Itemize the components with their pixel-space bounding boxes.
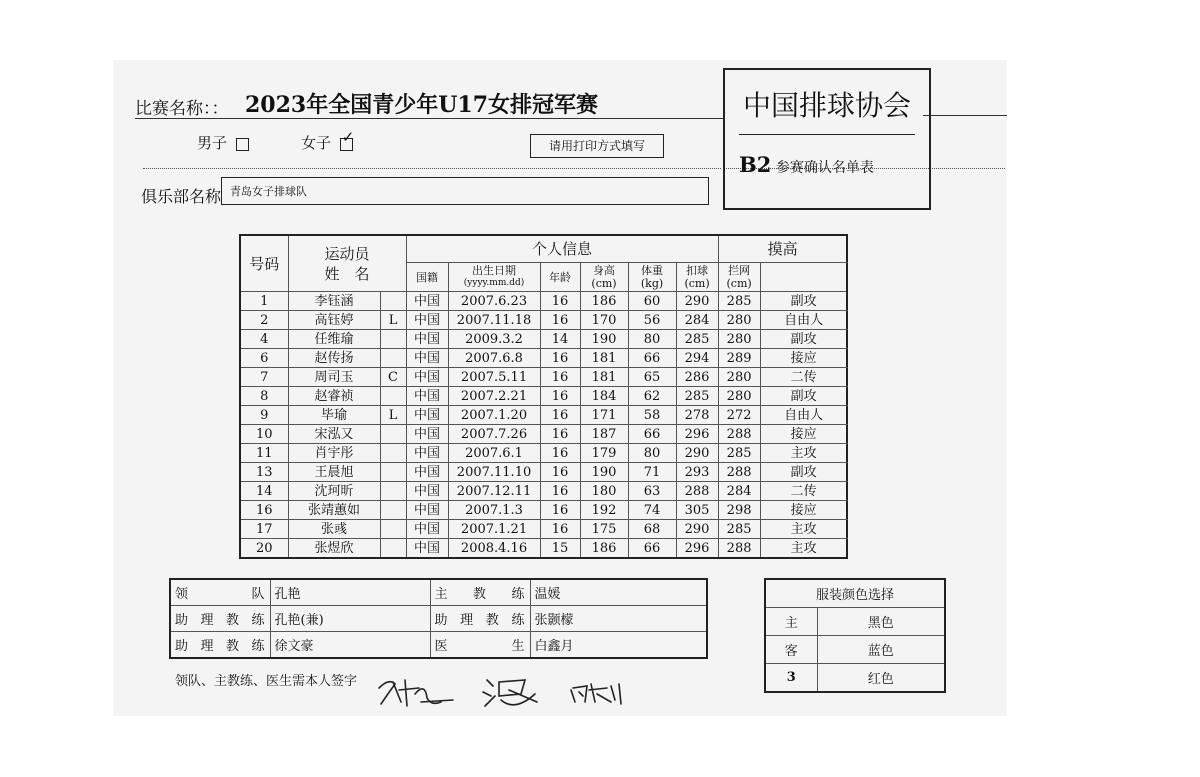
cell-role: L xyxy=(380,311,406,330)
form-code: B2 xyxy=(739,152,772,177)
header-dob-line1: 出生日期 xyxy=(472,264,517,277)
competition-label: 比赛名称：： xyxy=(135,99,229,119)
dotted-divider xyxy=(143,168,721,169)
jersey-home-color: 黑色 xyxy=(817,608,945,636)
cell-pos: 主攻 xyxy=(760,539,847,559)
female-checkbox[interactable] xyxy=(340,127,355,151)
cell-spike: 296 xyxy=(676,539,718,559)
cell-weight: 56 xyxy=(628,311,676,330)
signature-doctor xyxy=(571,684,621,704)
cell-weight: 68 xyxy=(628,520,676,539)
header-athlete xyxy=(288,235,406,292)
header-dob-line2: (yyyy.mm.dd) xyxy=(463,278,525,288)
header-personal-info: 个人信息 xyxy=(406,235,718,263)
cell-name: 任维瑜 xyxy=(288,330,380,349)
cell-spike: 294 xyxy=(676,349,718,368)
cell-block: 285 xyxy=(718,292,760,311)
cell-role xyxy=(380,539,406,559)
header-block-line2: (cm) xyxy=(726,277,752,290)
cell-role xyxy=(380,425,406,444)
cell-pos: 副攻 xyxy=(760,463,847,482)
cell-no: 8 xyxy=(240,387,288,406)
header-nationality: 国籍 xyxy=(406,263,448,292)
cell-no: 17 xyxy=(240,520,288,539)
doctor-value: 白鑫月 xyxy=(530,632,707,659)
title-underline xyxy=(135,118,723,119)
header-number: 号码 xyxy=(240,235,288,292)
cell-age: 16 xyxy=(540,425,580,444)
cell-name: 毕瑜 xyxy=(288,406,380,425)
cell-role xyxy=(380,330,406,349)
cell-dob: 2007.1.21 xyxy=(448,520,540,539)
cell-block: 288 xyxy=(718,425,760,444)
roster-table xyxy=(239,234,848,559)
table-row xyxy=(240,368,847,387)
header-height-line1: 身高 xyxy=(593,264,616,277)
cell-pos: 接应 xyxy=(760,349,847,368)
asst-coach1-label: 助理教练 xyxy=(170,606,270,632)
cell-age: 16 xyxy=(540,444,580,463)
cell-age: 16 xyxy=(540,292,580,311)
cell-nat: 中国 xyxy=(406,539,448,559)
cell-role: L xyxy=(380,406,406,425)
jersey-away-color: 蓝色 xyxy=(817,636,945,664)
cell-spike: 290 xyxy=(676,292,718,311)
cell-spike: 288 xyxy=(676,482,718,501)
cell-age: 16 xyxy=(540,349,580,368)
cell-nat: 中国 xyxy=(406,444,448,463)
cell-spike: 284 xyxy=(676,311,718,330)
cell-pos: 副攻 xyxy=(760,292,847,311)
cell-dob: 2007.12.11 xyxy=(448,482,540,501)
jersey-home-label: 主 xyxy=(765,608,817,636)
cell-age: 16 xyxy=(540,387,580,406)
team-leader-value: 孔艳 xyxy=(270,579,430,606)
cell-spike: 290 xyxy=(676,520,718,539)
female-label: 女子 xyxy=(301,134,332,152)
cell-weight: 58 xyxy=(628,406,676,425)
cell-pos: 自由人 xyxy=(760,406,847,425)
cell-no: 13 xyxy=(240,463,288,482)
header-athlete-line2: 姓 名 xyxy=(324,264,370,283)
cell-dob: 2007.1.20 xyxy=(448,406,540,425)
cell-block: 280 xyxy=(718,311,760,330)
asst-coach2-label: 助理教练 xyxy=(170,632,270,659)
club-label: 俱乐部名称 xyxy=(141,187,222,206)
table-row xyxy=(240,311,847,330)
table-row xyxy=(240,349,847,368)
header-reach: 摸高 xyxy=(718,235,847,263)
table-row xyxy=(240,406,847,425)
cell-age: 16 xyxy=(540,482,580,501)
asst-coach3-label: 助理教练 xyxy=(430,606,530,632)
cell-weight: 66 xyxy=(628,425,676,444)
cell-height: 186 xyxy=(580,292,628,311)
header-spike-line2: (cm) xyxy=(684,277,710,290)
cell-nat: 中国 xyxy=(406,501,448,520)
header-weight-line2: (kg) xyxy=(640,277,664,290)
cell-dob: 2007.6.1 xyxy=(448,444,540,463)
association-divider xyxy=(739,134,915,135)
asst-coach3-value: 张颢檬 xyxy=(530,606,707,632)
cell-name: 沈珂昕 xyxy=(288,482,380,501)
cell-spike: 278 xyxy=(676,406,718,425)
cell-weight: 80 xyxy=(628,444,676,463)
header-spike xyxy=(676,263,718,292)
cell-height: 192 xyxy=(580,501,628,520)
cell-weight: 80 xyxy=(628,330,676,349)
cell-weight: 60 xyxy=(628,292,676,311)
cell-pos: 自由人 xyxy=(760,311,847,330)
form-name: 参赛确认名单表 xyxy=(775,160,874,176)
header-weight-line1: 体重 xyxy=(641,264,664,277)
cell-height: 180 xyxy=(580,482,628,501)
asst-coach2-value: 徐文豪 xyxy=(270,632,430,659)
cell-dob: 2007.6.8 xyxy=(448,349,540,368)
cell-dob: 2007.2.21 xyxy=(448,387,540,406)
cell-no: 9 xyxy=(240,406,288,425)
cell-name: 高钰婷 xyxy=(288,311,380,330)
table-row xyxy=(240,539,847,559)
print-hint-box: 请用打印方式填写 xyxy=(530,134,664,158)
cell-role xyxy=(380,501,406,520)
signature-leader xyxy=(379,680,453,706)
cell-height: 171 xyxy=(580,406,628,425)
association-box xyxy=(723,68,931,210)
cell-dob: 2007.11.10 xyxy=(448,463,540,482)
check-icon: ✓ xyxy=(341,127,355,146)
jersey-table xyxy=(764,578,946,693)
cell-weight: 66 xyxy=(628,349,676,368)
cell-block: 272 xyxy=(718,406,760,425)
signature-label: 领队、主教练、医生需本人签字 xyxy=(175,674,358,689)
cell-spike: 296 xyxy=(676,425,718,444)
cell-pos: 副攻 xyxy=(760,330,847,349)
cell-spike: 305 xyxy=(676,501,718,520)
cell-no: 16 xyxy=(240,501,288,520)
cell-nat: 中国 xyxy=(406,425,448,444)
cell-role xyxy=(380,463,406,482)
cell-role xyxy=(380,444,406,463)
cell-block: 280 xyxy=(718,387,760,406)
cell-spike: 286 xyxy=(676,368,718,387)
cell-name: 张煜欣 xyxy=(288,539,380,559)
cell-block: 280 xyxy=(718,368,760,387)
jersey-title: 服装颜色选择 xyxy=(765,579,945,608)
cell-pos: 主攻 xyxy=(760,520,847,539)
cell-role xyxy=(380,349,406,368)
cell-nat: 中国 xyxy=(406,311,448,330)
head-coach-label: 主 教 练 xyxy=(430,579,530,606)
cell-dob: 2007.6.23 xyxy=(448,292,540,311)
cell-block: 285 xyxy=(718,444,760,463)
cell-height: 186 xyxy=(580,539,628,559)
jersey-third-label: 3 xyxy=(765,664,817,693)
cell-height: 187 xyxy=(580,425,628,444)
cell-age: 16 xyxy=(540,501,580,520)
cell-name: 李钰涵 xyxy=(288,292,380,311)
cell-name: 张靖蕙如 xyxy=(288,501,380,520)
table-row xyxy=(240,520,847,539)
cell-pos: 二传 xyxy=(760,482,847,501)
cell-nat: 中国 xyxy=(406,387,448,406)
cell-weight: 63 xyxy=(628,482,676,501)
cell-age: 14 xyxy=(540,330,580,349)
header-block xyxy=(718,263,760,292)
gender-male xyxy=(197,132,249,153)
cell-height: 179 xyxy=(580,444,628,463)
cell-block: 298 xyxy=(718,501,760,520)
cell-dob: 2007.11.18 xyxy=(448,311,540,330)
cell-name: 赵传扬 xyxy=(288,349,380,368)
cell-name: 宋泓又 xyxy=(288,425,380,444)
cell-height: 190 xyxy=(580,330,628,349)
header-block-line1: 拦网 xyxy=(728,264,751,277)
cell-role: C xyxy=(380,368,406,387)
cell-weight: 74 xyxy=(628,501,676,520)
cell-age: 15 xyxy=(540,539,580,559)
cell-no: 20 xyxy=(240,539,288,559)
jersey-away-label: 客 xyxy=(765,636,817,664)
cell-nat: 中国 xyxy=(406,482,448,501)
cell-nat: 中国 xyxy=(406,368,448,387)
club-name-field[interactable]: 青岛女子排球队 xyxy=(221,177,709,205)
jersey-third-color: 红色 xyxy=(817,664,945,693)
cell-dob: 2007.5.11 xyxy=(448,368,540,387)
form-title xyxy=(739,152,874,177)
cell-pos: 主攻 xyxy=(760,444,847,463)
head-coach-value: 温媛 xyxy=(530,579,707,606)
table-row xyxy=(240,425,847,444)
cell-nat: 中国 xyxy=(406,463,448,482)
cell-name: 周司玉 xyxy=(288,368,380,387)
header-height-line2: (cm) xyxy=(591,277,617,290)
team-leader-label: 领 队 xyxy=(170,579,270,606)
cell-age: 16 xyxy=(540,520,580,539)
table-row xyxy=(240,387,847,406)
roster-body xyxy=(240,292,847,559)
cell-role xyxy=(380,520,406,539)
table-row xyxy=(240,292,847,311)
cell-age: 16 xyxy=(540,463,580,482)
cell-dob: 2009.3.2 xyxy=(448,330,540,349)
cell-height: 181 xyxy=(580,368,628,387)
cell-weight: 65 xyxy=(628,368,676,387)
cell-no: 14 xyxy=(240,482,288,501)
asst-coach1-value: 孔艳(兼) xyxy=(270,606,430,632)
signature-head-coach xyxy=(483,680,537,706)
cell-pos: 副攻 xyxy=(760,387,847,406)
cell-block: 285 xyxy=(718,520,760,539)
cell-name: 王晨旭 xyxy=(288,463,380,482)
title-underline-right xyxy=(923,115,1007,116)
cell-no: 2 xyxy=(240,311,288,330)
cell-height: 190 xyxy=(580,463,628,482)
cell-block: 280 xyxy=(718,330,760,349)
table-row xyxy=(240,501,847,520)
cell-nat: 中国 xyxy=(406,330,448,349)
cell-age: 16 xyxy=(540,311,580,330)
signatures xyxy=(375,672,655,712)
male-checkbox[interactable] xyxy=(236,138,249,151)
competition-name: 2023年全国青少年U17女排冠军赛 xyxy=(245,92,599,118)
cell-block: 289 xyxy=(718,349,760,368)
header-age: 年龄 xyxy=(540,263,580,292)
cell-pos: 接应 xyxy=(760,501,847,520)
table-row xyxy=(240,463,847,482)
association-name: 中国排球协会 xyxy=(742,89,911,122)
cell-dob: 2008.4.16 xyxy=(448,539,540,559)
cell-age: 16 xyxy=(540,368,580,387)
cell-height: 175 xyxy=(580,520,628,539)
header-athlete-line1: 运动员 xyxy=(324,244,370,263)
cell-block: 284 xyxy=(718,482,760,501)
table-row xyxy=(240,444,847,463)
table-row xyxy=(240,482,847,501)
cell-nat: 中国 xyxy=(406,349,448,368)
header-weight xyxy=(628,263,676,292)
cell-nat: 中国 xyxy=(406,292,448,311)
header-dob xyxy=(448,263,540,292)
cell-no: 7 xyxy=(240,368,288,387)
cell-name: 赵睿祯 xyxy=(288,387,380,406)
male-label: 男子 xyxy=(197,134,228,152)
cell-weight: 66 xyxy=(628,539,676,559)
cell-pos: 二传 xyxy=(760,368,847,387)
cell-nat: 中国 xyxy=(406,406,448,425)
cell-nat: 中国 xyxy=(406,520,448,539)
cell-pos: 接应 xyxy=(760,425,847,444)
cell-no: 11 xyxy=(240,444,288,463)
cell-name: 张彧 xyxy=(288,520,380,539)
gender-female xyxy=(301,127,355,153)
cell-no: 6 xyxy=(240,349,288,368)
cell-spike: 285 xyxy=(676,387,718,406)
header-height xyxy=(580,263,628,292)
cell-no: 4 xyxy=(240,330,288,349)
registration-form xyxy=(113,60,1007,716)
cell-role xyxy=(380,387,406,406)
cell-weight: 62 xyxy=(628,387,676,406)
cell-role xyxy=(380,482,406,501)
cell-height: 170 xyxy=(580,311,628,330)
cell-dob: 2007.1.3 xyxy=(448,501,540,520)
staff-table xyxy=(169,578,708,659)
cell-height: 184 xyxy=(580,387,628,406)
cell-name: 肖宇彤 xyxy=(288,444,380,463)
table-row xyxy=(240,330,847,349)
cell-spike: 285 xyxy=(676,330,718,349)
cell-no: 1 xyxy=(240,292,288,311)
cell-spike: 293 xyxy=(676,463,718,482)
cell-block: 288 xyxy=(718,539,760,559)
cell-weight: 71 xyxy=(628,463,676,482)
cell-block: 288 xyxy=(718,463,760,482)
cell-no: 10 xyxy=(240,425,288,444)
header-spike-line1: 扣球 xyxy=(686,264,709,277)
cell-height: 181 xyxy=(580,349,628,368)
doctor-label: 医 生 xyxy=(430,632,530,659)
cell-role xyxy=(380,292,406,311)
cell-age: 16 xyxy=(540,406,580,425)
cell-dob: 2007.7.26 xyxy=(448,425,540,444)
cell-spike: 290 xyxy=(676,444,718,463)
